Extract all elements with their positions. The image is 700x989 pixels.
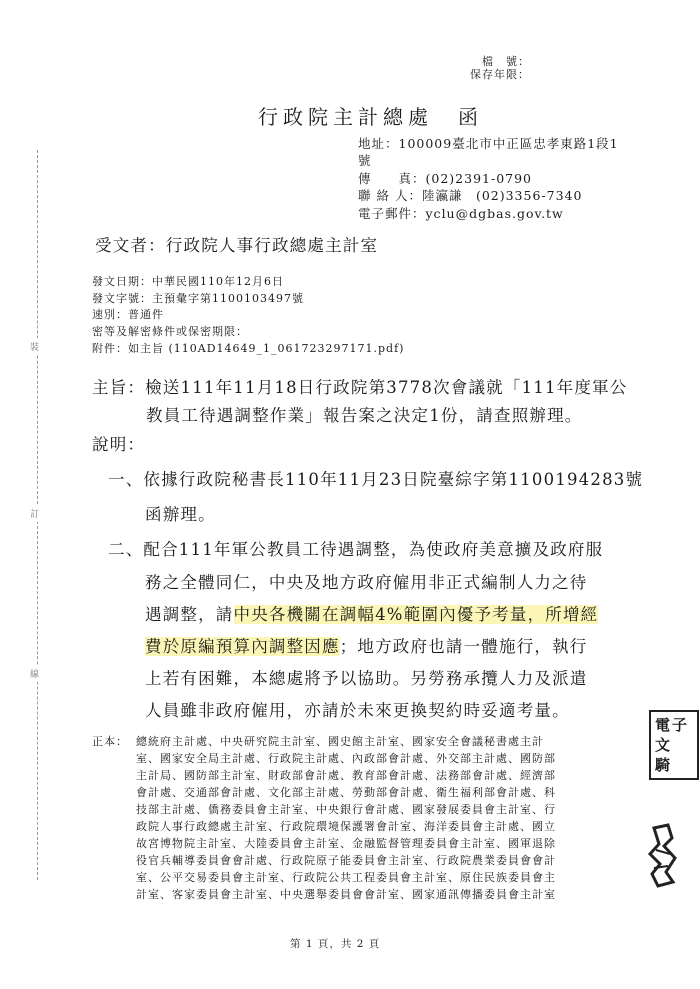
highlighted-text: 中央各機關在調幅4%範圍內優予考量，所增經 — [233, 605, 599, 624]
margin-mark-bottom: 線 — [30, 665, 39, 682]
copies-line: 室、公平交易委員會主計室、行政院公共工程委員會主計室、原住民族委員會主 — [136, 871, 556, 884]
copies-line: 故宮博物院主計室、大陸委員會主計室、金融監督管理委員會主計室、國軍退除 — [136, 837, 556, 850]
explanation-item2-line6: 人員雖非政府僱用，亦請於未來更換契約時妥適考量。 — [145, 701, 570, 720]
contact-person: 聯 絡 人：陸瀛謙 (02)3356-7340 — [358, 188, 583, 203]
doc-number: 發文字號：主預彙字第1100103497號 — [92, 292, 304, 305]
subject-line-1: 主旨：檢送111年11月18日行政院第3778次會議就「111年度軍公 — [92, 378, 628, 397]
issue-date: 發文日期：中華民國110年12月6日 — [92, 275, 284, 288]
copies-line: 總統府主計處、中央研究院主計室、國史館主計室、國家安全會議秘書處主計 — [136, 735, 544, 748]
seal-row-2: 文 — [655, 736, 690, 754]
archive-doc-no: 檔 號： — [482, 55, 530, 68]
margin-mark-top: 裝 — [30, 338, 39, 355]
attachment: 附件：如主旨 (110AD14649_1_061723297171.pdf) — [92, 342, 405, 355]
speed: 速別：普通件 — [92, 308, 164, 321]
explanation-item2-line1: 二、配合111年軍公教員工待遇調整，為使政府美意擴及政府服 — [108, 540, 604, 559]
explanation-item1-line1: 一、依據行政院秘書長110年11月23日院臺綜字第1100194283號 — [108, 470, 644, 489]
contact-address-cont: 號 — [358, 153, 372, 168]
contact-address: 地址：100009臺北市中正區忠孝東路1段1 — [358, 136, 619, 151]
item2-line4-text: ；地方政府也請一體施行，執行 — [339, 637, 588, 656]
seal-row-1: 電子 — [655, 716, 690, 734]
copies-label: 正本： — [92, 735, 128, 748]
copies-line: 會計處、交通部會計處、文化部主計處、勞動部會計處、衛生福利部會計處、科 — [136, 786, 556, 799]
seal-row-3: 騎 — [655, 756, 690, 774]
copies-line: 政院人事行政總處主計室、行政院環境保護署會計室、海洋委員會主計處、國立 — [136, 820, 556, 833]
explanation-item2-line5: 上若有困難，本總處將予以協助。另勞務承攬人力及派遣 — [145, 669, 588, 688]
explanation-item1-line2: 函辦理。 — [145, 505, 216, 524]
copies-line: 役官兵輔導委員會會計處、行政院原子能委員會主計室、行政院農業委員會會計 — [136, 854, 556, 867]
subject-line-2: 教員工待遇調整作業」報告案之決定1份，請查照辦理。 — [146, 406, 583, 425]
security-level: 密等及解密條件或保密期限： — [92, 325, 248, 338]
contact-fax: 傳 真：(02)2391-0790 — [358, 171, 533, 186]
copies-line: 計室、客家委員會主計室、中央選舉委員會會計室、國家通訊傳播委員會主計室 — [136, 888, 556, 901]
explanation-item2-line4 — [145, 633, 588, 657]
document-title: 行政院主計總處 函 — [258, 105, 483, 129]
explanation-item2-line2: 務之全體同仁，中央及地方政府僱用非正式編制人力之待 — [145, 573, 588, 592]
stamp-mark-icon — [642, 820, 682, 890]
copies-line: 技部主計處、僑務委員會主計室、中央銀行會計處、國家發展委員會主計室、行 — [136, 803, 556, 816]
copies-line: 室、國家安全局主計處、行政院主計處、內政部會計處、外交部主計處、國防部 — [136, 752, 556, 765]
highlighted-text: 費於原編預算內調整因應 — [145, 637, 340, 656]
explanation-item2-line3 — [145, 601, 598, 625]
item2-line3-text: 遇調整，請 — [145, 605, 234, 624]
contact-email: 電子郵件：yclu@dgbas.gov.tw — [358, 206, 564, 221]
margin-mark-middle: 訂 — [30, 505, 39, 522]
recipient: 受文者：行政院人事行政總處主計室 — [95, 236, 379, 255]
electronic-seal — [649, 710, 699, 780]
explanation-label: 說明： — [92, 435, 146, 454]
page-number: 第 1 頁，共 2 頁 — [290, 938, 381, 950]
archive-retention: 保存年限： — [470, 68, 530, 81]
copies-line: 主計局、國防部主計室、財政部會計處、教育部會計處、法務部會計處、經濟部 — [136, 769, 556, 782]
